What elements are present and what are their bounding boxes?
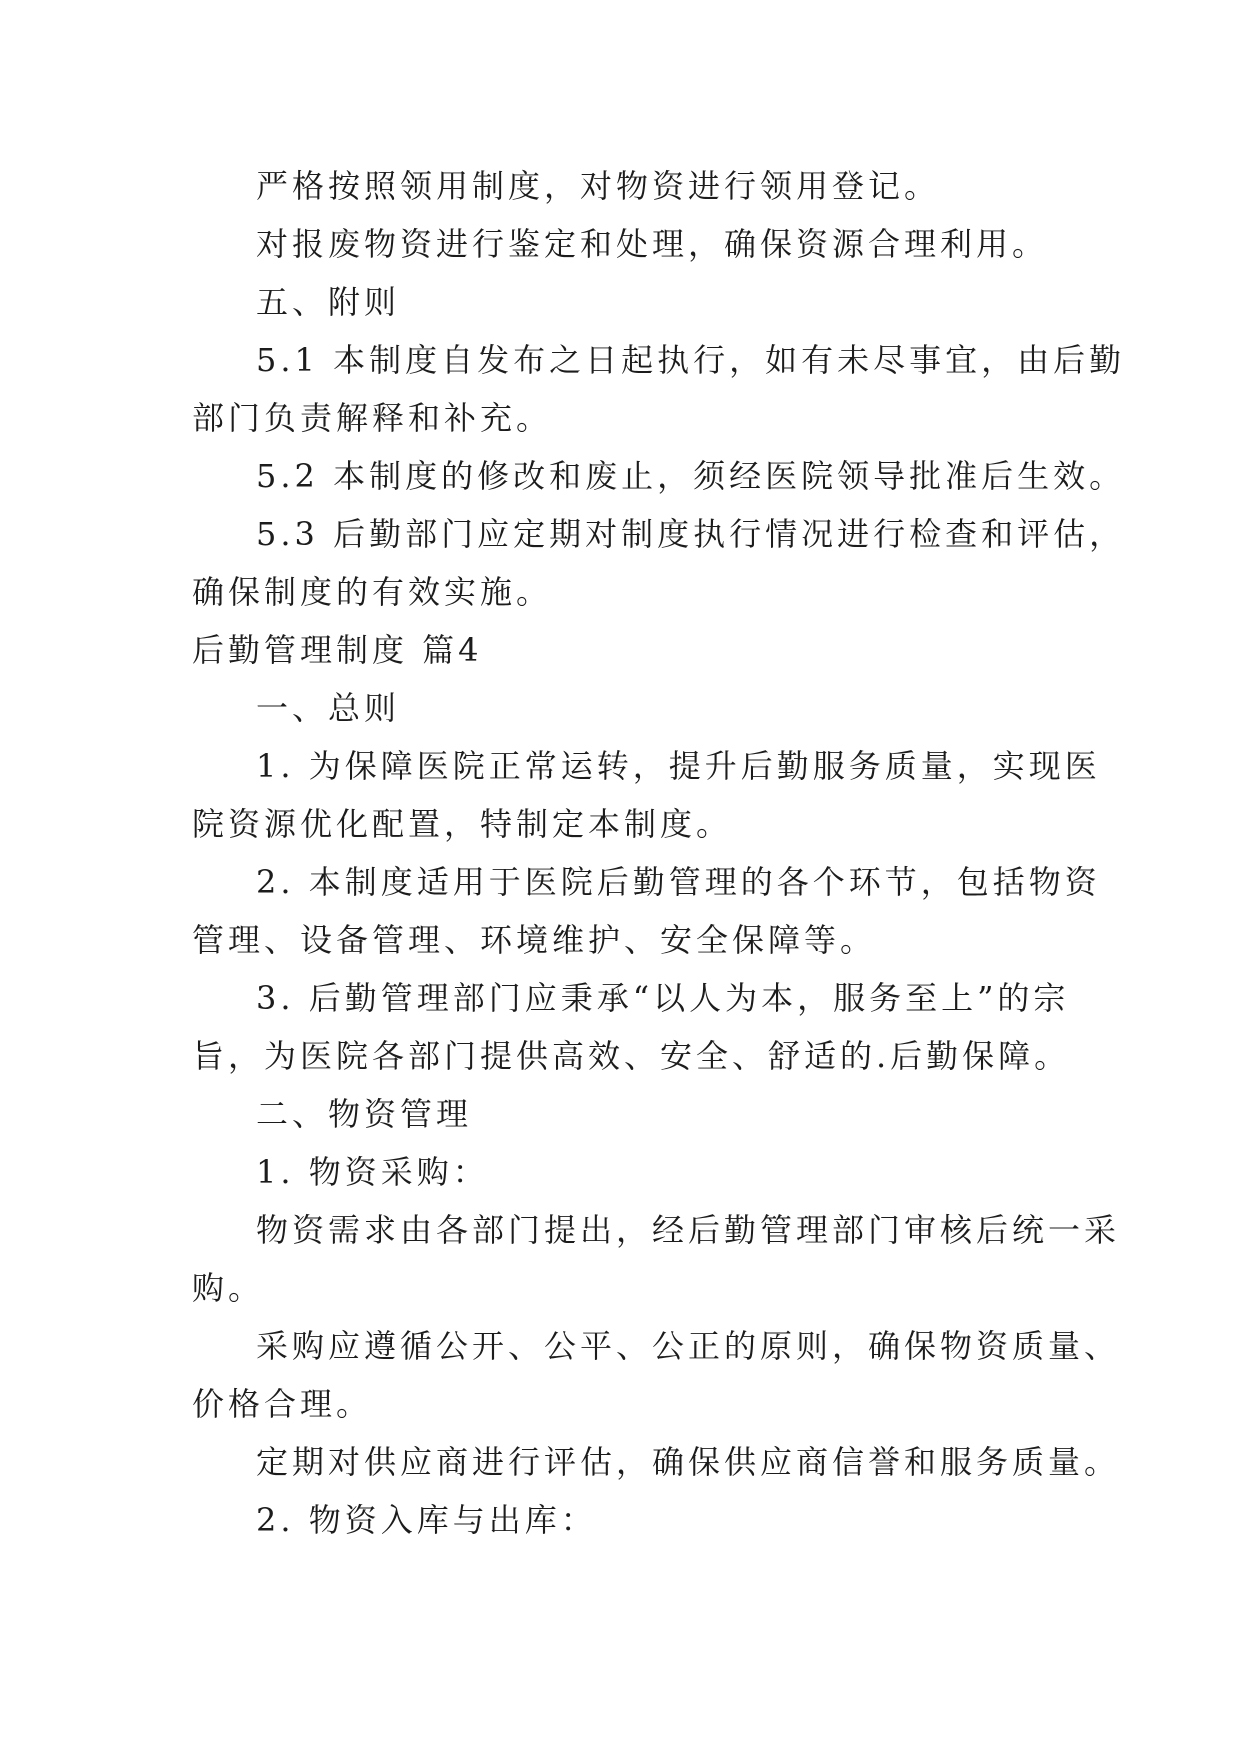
paragraph-line: 5.1 本制度自发布之日起执行，如有未尽事宜，由后勤 — [256, 341, 1126, 379]
paragraph-line: 院资源优化配置，特制定本制度。 — [192, 805, 733, 843]
paragraph-line: 部门负责解释和补充。 — [192, 399, 553, 437]
subsection-heading: 2. 物资入库与出库： — [256, 1501, 597, 1539]
paragraph-line: 管理、设备管理、环境维护、安全保障等。 — [192, 921, 877, 959]
paragraph-line: 旨，为医院各部门提供高效、安全、舒适的.后勤保障。 — [192, 1037, 1071, 1075]
document-title: 后勤管理制度 篇4 — [192, 631, 483, 669]
subsection-heading: 1. 物资采购： — [256, 1153, 489, 1191]
paragraph-line: 1. 为保障医院正常运转，提升后勤服务质量，实现医 — [256, 747, 1101, 785]
paragraph-line: 购。 — [192, 1269, 265, 1307]
section-heading: 五、附则 — [256, 283, 401, 321]
paragraph-line: 确保制度的有效实施。 — [192, 573, 553, 611]
section-heading: 二、物资管理 — [256, 1095, 473, 1133]
paragraph-line: 价格合理。 — [192, 1385, 373, 1423]
paragraph-line: 对报废物资进行鉴定和处理，确保资源合理利用。 — [256, 225, 1049, 263]
section-heading: 一、总则 — [256, 689, 401, 727]
paragraph-line: 采购应遵循公开、公平、公正的原则，确保物资质量、 — [256, 1327, 1121, 1365]
paragraph-line: 2. 本制度适用于医院后勤管理的各个环节，包括物资 — [256, 863, 1101, 901]
paragraph-line: 物资需求由各部门提出，经后勤管理部门审核后统一采 — [256, 1211, 1121, 1249]
paragraph-line: 定期对供应商进行评估，确保供应商信誉和服务质量。 — [256, 1443, 1121, 1481]
paragraph-line: 严格按照领用制度，对物资进行领用登记。 — [256, 167, 941, 205]
paragraph-line: 3. 后勤管理部门应秉承“以人为本，服务至上”的宗 — [256, 979, 1070, 1017]
paragraph-line: 5.2 本制度的修改和废止，须经医院领导批准后生效。 — [256, 457, 1126, 495]
paragraph-line: 5.3 后勤部门应定期对制度执行情况进行检查和评估， — [256, 515, 1126, 553]
